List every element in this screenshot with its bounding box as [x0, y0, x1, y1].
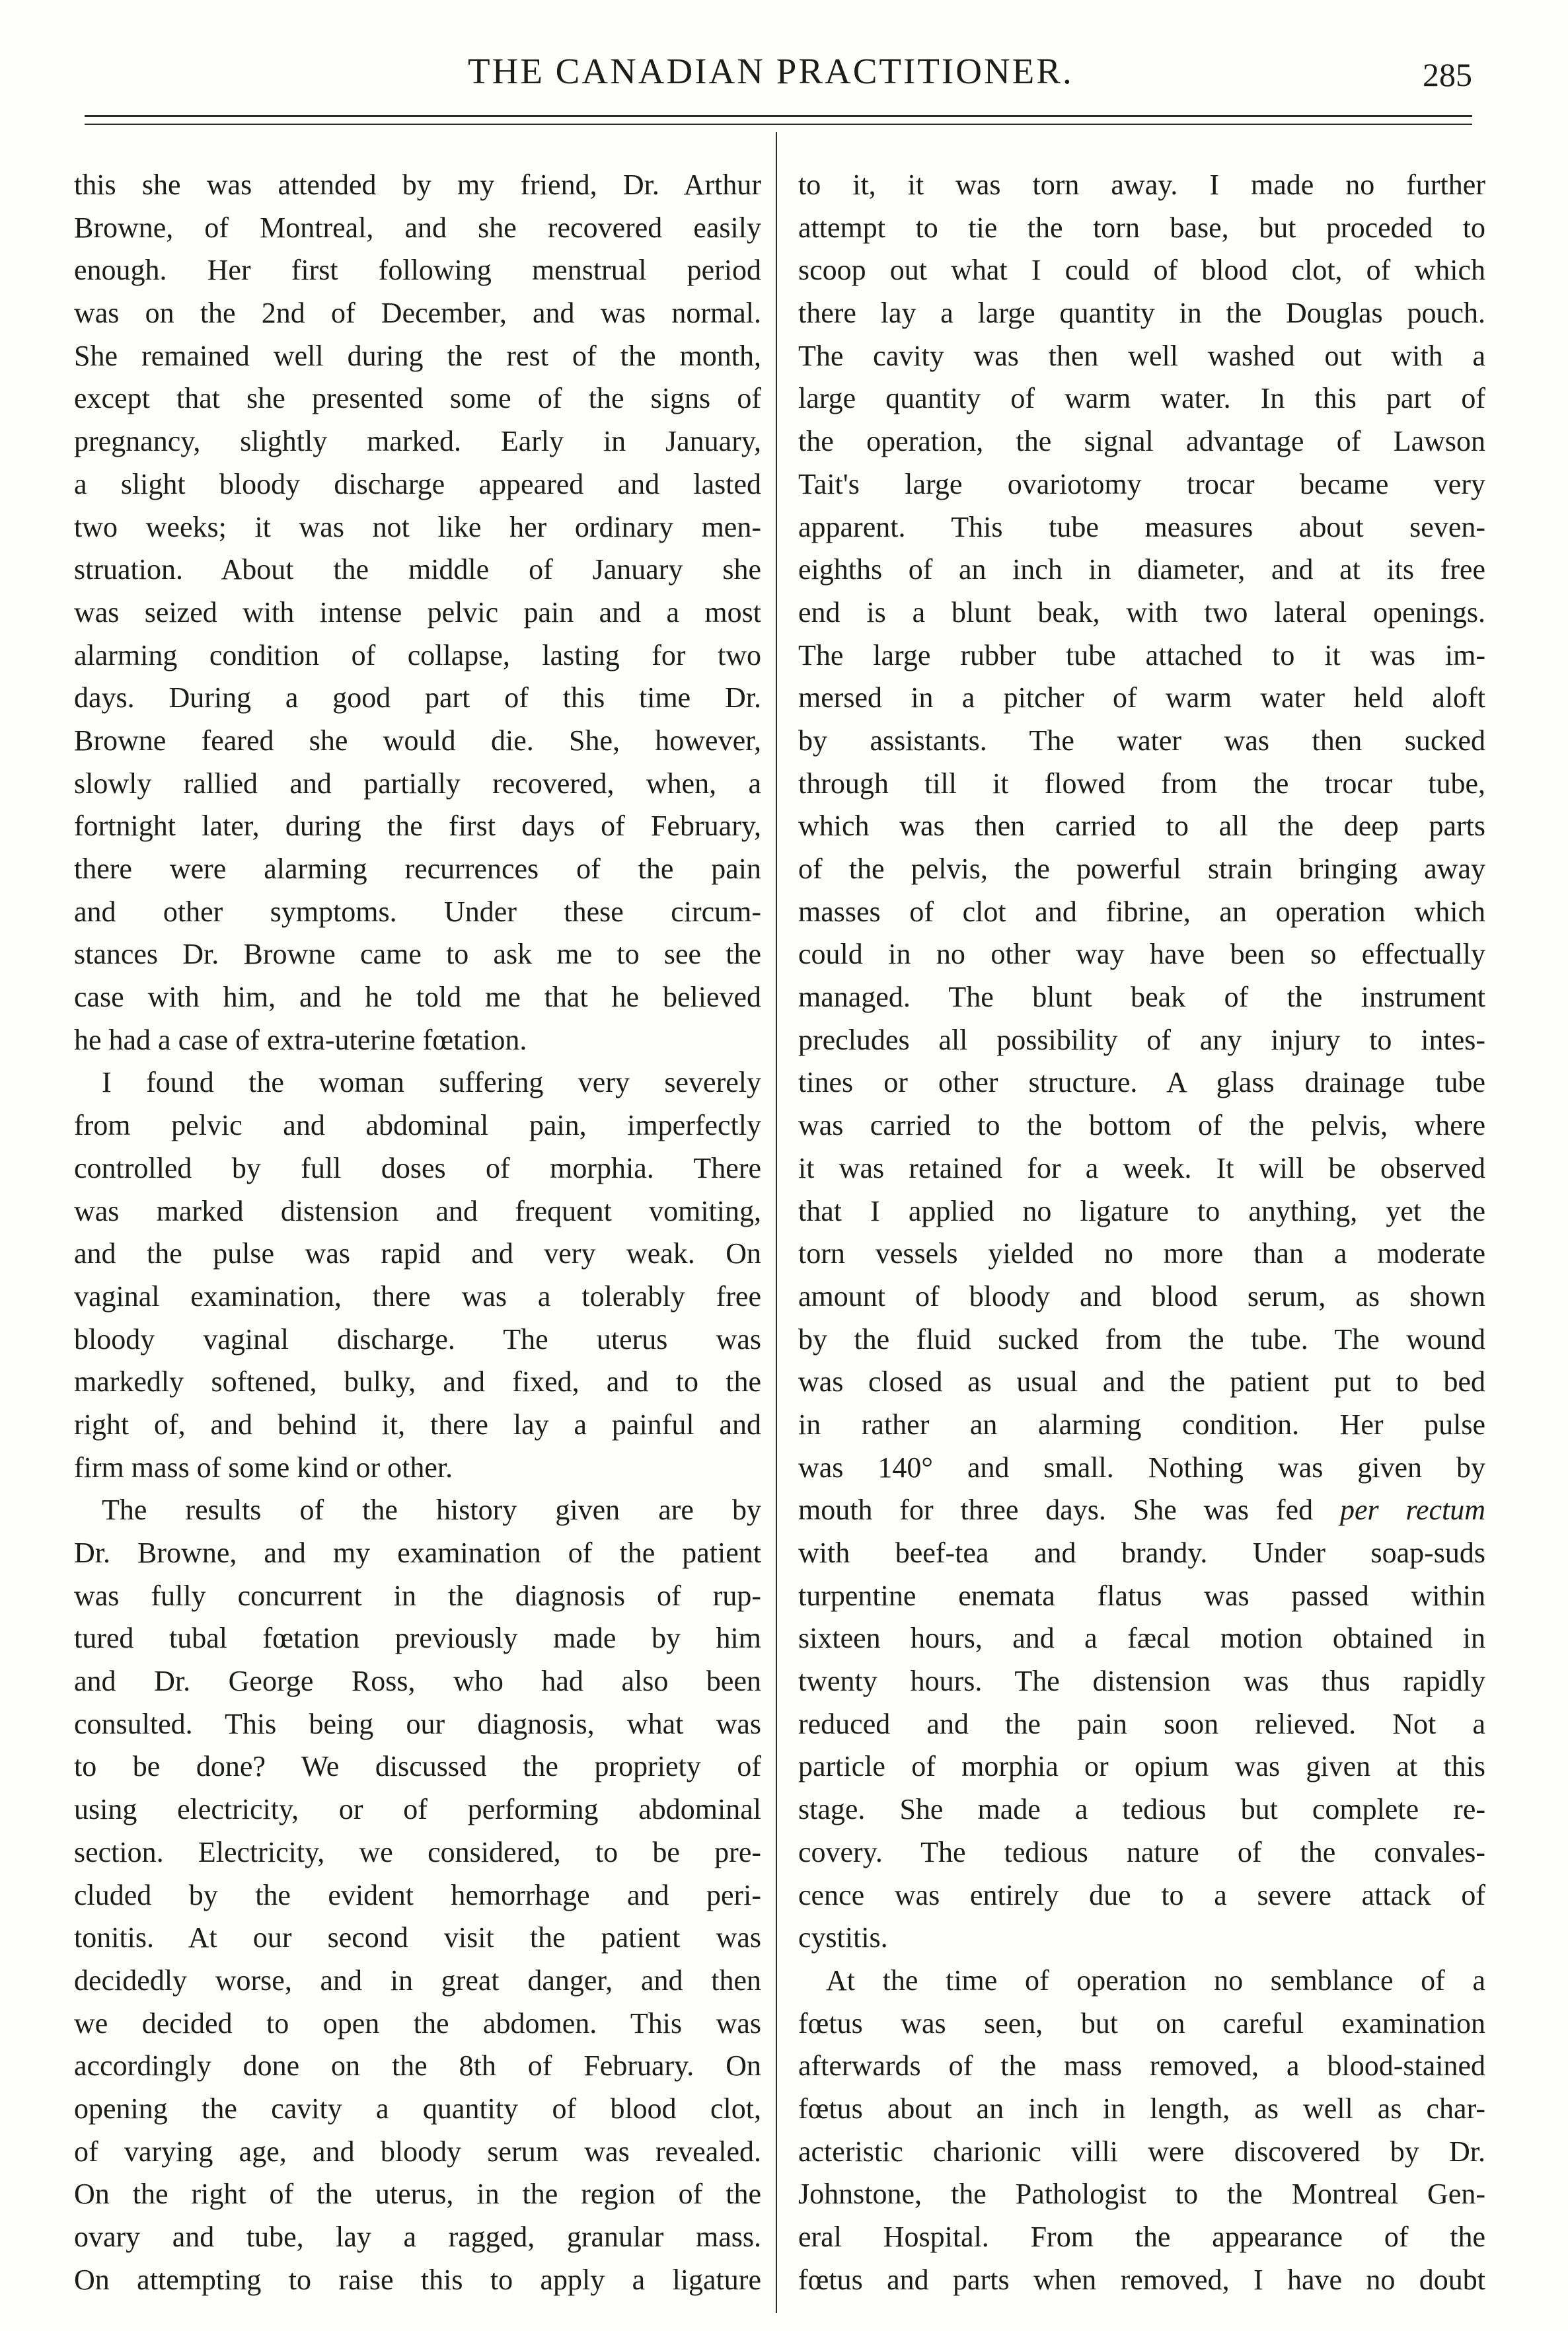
text-line: was fully concurrent in the diagnosis of rup-	[74, 1579, 761, 1612]
text-line: through till it flowed from the trocar tube,	[798, 767, 1485, 800]
text-line: amount of bloody and blood serum, as shown	[798, 1280, 1485, 1313]
header-rule	[85, 115, 1472, 117]
text-line: vaginal examination, there was a tolerably free	[74, 1280, 761, 1313]
text-line: two weeks; it was not like her ordinary men-	[74, 510, 761, 543]
text-line: was carried to the bottom of the pelvis, where	[798, 1109, 1485, 1142]
text-line: firm mass of some kind or other.	[74, 1451, 453, 1484]
text-line: afterwards of the mass removed, a blood-stained	[798, 2049, 1485, 2083]
text-line: from pelvic and abdominal pain, imperfectly	[74, 1109, 761, 1142]
text-line	[798, 1489, 1485, 1532]
text-line: turpentine enemata flatus was passed within	[798, 1579, 1485, 1612]
text-line: using electricity, or of performing abdominal	[74, 1793, 761, 1826]
text-line: scoop out what I could of blood clot, of which	[798, 254, 1485, 287]
text-line: was on the 2nd of December, and was normal.	[74, 297, 761, 330]
text-line: masses of clot and fibrine, an operation which	[798, 895, 1485, 928]
text-line: attempt to tie the torn base, but proceded to	[798, 211, 1485, 244]
text-line: tonitis. At our second visit the patient was	[74, 1921, 761, 1954]
text-line: in rather an alarming condition. Her pulse	[798, 1408, 1485, 1441]
text-line: days. During a good part of this time Dr.	[74, 681, 761, 714]
text-line: was closed as usual and the patient put to bed	[798, 1365, 1485, 1398]
text-line: large quantity of warm water. In this part of	[798, 382, 1485, 415]
text-line: fœtus about an inch in length, as well as char-	[798, 2092, 1485, 2125]
text-line: managed. The blunt beak of the instrument	[798, 981, 1485, 1014]
text-line: pregnancy, slightly marked. Early in January,	[74, 425, 761, 458]
text-line: there lay a large quantity in the Douglas pouch.	[798, 297, 1485, 330]
text-line: alarming condition of collapse, lasting for two	[74, 638, 761, 671]
text-line: he had a case of extra-uterine fœtation.	[74, 1023, 527, 1056]
text-line: torn vessels yielded no more than a moderate	[798, 1237, 1485, 1270]
text-line: this she was attended by my friend, Dr. Arthur	[74, 169, 761, 201]
text-line: to it, it was torn away. I made no further	[798, 169, 1485, 201]
right-column	[798, 164, 1485, 2301]
text-line: we decided to open the abdomen. This was	[74, 2006, 761, 2040]
text-line: acteristic charionic villi were discovered by Dr.	[798, 2135, 1485, 2168]
text-line: and other symptoms. Under these circum-	[74, 895, 761, 928]
text-line: reduced and the pain soon relieved. Not a	[798, 1707, 1485, 1740]
text-line: covery. The tedious nature of the convales-	[798, 1835, 1485, 1868]
text-line: Browne, of Montreal, and she recovered easily	[74, 211, 761, 244]
text-line: end is a blunt beak, with two lateral openings.	[798, 595, 1485, 629]
text-line: to be done? We discussed the propriety of	[74, 1750, 761, 1783]
text-line: fœtus and parts when removed, I have no doubt	[798, 2263, 1485, 2296]
text-line: and the pulse was rapid and very weak. On	[74, 1237, 761, 1270]
text-line: cystitis.	[798, 1921, 888, 1954]
text-line: mersed in a pitcher of warm water held aloft	[798, 681, 1485, 714]
text-line: precludes all possibility of any injury to intes-	[798, 1023, 1485, 1056]
header-rule-secondary	[85, 124, 1472, 125]
text-line: by the fluid sucked from the tube. The wound	[798, 1322, 1485, 1356]
text-line: slowly rallied and partially recovered, when, a	[74, 767, 761, 800]
text-line: could in no other way have been so effectually	[798, 938, 1485, 971]
text-line: accordingly done on the 8th of February. On	[74, 2049, 761, 2083]
text-line: At the time of operation no semblance of a	[826, 1964, 1485, 1997]
text-line: with beef-tea and brandy. Under soap-suds	[798, 1537, 1485, 1569]
text-line: Johnstone, the Pathologist to the Montreal Gen-	[798, 2178, 1485, 2211]
text-line: The results of the history given are by	[102, 1494, 761, 1527]
text-line: there were alarming recurrences of the pain	[74, 853, 761, 885]
text-line: The cavity was then well washed out with a	[798, 339, 1485, 372]
text-line: controlled by full doses of morphia. There	[74, 1151, 761, 1184]
text-line: On the right of the uterus, in the region of the	[74, 2178, 761, 2211]
text-line: stage. She made a tedious but complete re-	[798, 1793, 1485, 1826]
journal-title: THE CANADIAN PRACTITIONER.	[468, 51, 1074, 91]
text-line: cluded by the evident hemorrhage and peri-	[74, 1878, 761, 1911]
text-line: was seized with intense pelvic pain and a most	[74, 595, 761, 629]
text-line: that I applied no ligature to anything, yet the	[798, 1194, 1485, 1227]
text-line: decidedly worse, and in great danger, and then	[74, 1964, 761, 1997]
text-line: bloody vaginal discharge. The uterus was	[74, 1322, 761, 1356]
text-line: The large rubber tube attached to it was im-	[798, 638, 1485, 671]
text-line: On attempting to raise this to apply a ligature	[74, 2263, 761, 2296]
text-line: section. Electricity, we considered, to be pre-	[74, 1835, 761, 1868]
text-line: eral Hospital. From the appearance of the	[798, 2221, 1485, 2253]
text-line: apparent. This tube measures about seven-	[798, 510, 1485, 543]
page-number: 285	[1423, 56, 1472, 93]
running-head	[85, 41, 1472, 107]
text-line: except that she presented some of the signs of	[74, 382, 761, 415]
text-line: struation. About the middle of January she	[74, 553, 761, 586]
text-line: Tait's large ovariotomy trocar became very	[798, 467, 1485, 500]
text-line: tines or other structure. A glass drainage tube	[798, 1066, 1485, 1099]
text-line: Browne feared she would die. She, however,	[74, 724, 761, 757]
text-line: a slight bloody discharge appeared and lasted	[74, 467, 761, 500]
text-line: cence was entirely due to a severe attack of	[798, 1878, 1485, 1911]
text-line: case with him, and he told me that he believed	[74, 981, 761, 1014]
text-line: right of, and behind it, there lay a painful and	[74, 1408, 761, 1441]
text-line: by assistants. The water was then sucked	[798, 724, 1485, 757]
text-line: fœtus was seen, but on careful examination	[798, 2006, 1485, 2040]
text-line: sixteen hours, and a fæcal motion obtained in	[798, 1622, 1485, 1655]
text-line: ovary and tube, lay a ragged, granular mass.	[74, 2221, 761, 2253]
text-line: enough. Her first following menstrual period	[74, 254, 761, 287]
text-line: fortnight later, during the first days of February,	[74, 810, 761, 843]
text-line: the operation, the signal advantage of Lawson	[798, 425, 1485, 458]
text-line: of varying age, and bloody serum was revealed.	[74, 2135, 761, 2168]
column-divider	[776, 132, 777, 2313]
text-line: Dr. Browne, and my examination of the patient	[74, 1537, 761, 1569]
text-line-main: mouth for three days. She was fed	[798, 1494, 1314, 1527]
italic-phrase: per rectum	[1339, 1494, 1485, 1527]
text-line: I found the woman suffering very severely	[102, 1066, 761, 1099]
text-line: markedly softened, bulky, and fixed, and to the	[74, 1365, 761, 1398]
text-line: eighths of an inch in diameter, and at its free	[798, 553, 1485, 586]
text-line: consulted. This being our diagnosis, what was	[74, 1707, 761, 1740]
text-line: stances Dr. Browne came to ask me to see the	[74, 938, 761, 971]
text-line: tured tubal fœtation previously made by him	[74, 1622, 761, 1655]
text-line: of the pelvis, the powerful strain bringing away	[798, 853, 1485, 885]
text-line: was 140° and small. Nothing was given by	[798, 1451, 1485, 1484]
text-line: twenty hours. The distension was thus rapidly	[798, 1665, 1485, 1698]
text-line: it was retained for a week. It will be observed	[798, 1151, 1485, 1184]
text-line: which was then carried to all the deep parts	[798, 810, 1485, 843]
text-line: particle of morphia or opium was given at this	[798, 1750, 1485, 1783]
text-line: and Dr. George Ross, who had also been	[74, 1665, 761, 1698]
text-line: was marked distension and frequent vomiting,	[74, 1194, 761, 1227]
text-line: She remained well during the rest of the month,	[74, 339, 761, 372]
left-column	[74, 164, 761, 2301]
text-line: opening the cavity a quantity of blood clot,	[74, 2092, 761, 2125]
